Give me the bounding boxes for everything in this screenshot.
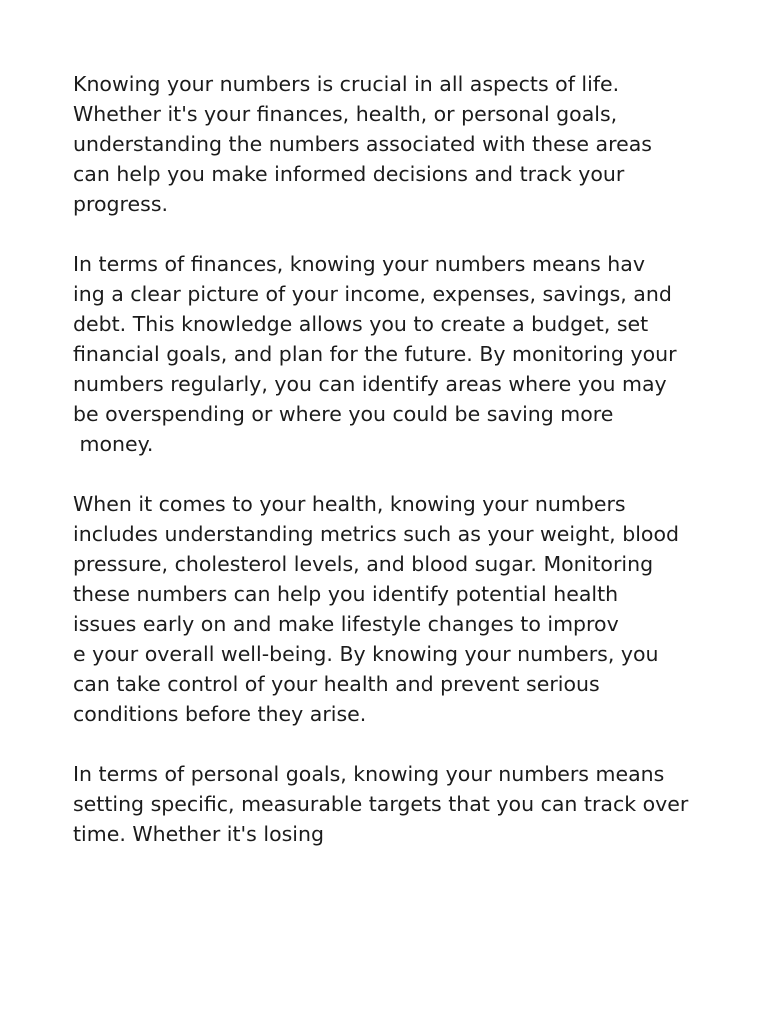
paragraph-health (73, 489, 713, 729)
text-line: In terms of personal goals, knowing your numbers means (73, 762, 665, 786)
paragraph-personal-goals (73, 759, 713, 849)
text-line: money. (73, 432, 154, 456)
text-line: be overspending or where you could be saving more (73, 402, 614, 426)
paragraph-intro (73, 69, 713, 219)
text-line: e your overall well-being. By knowing your numbers, you (73, 642, 659, 666)
text-line: setting specific, measurable targets that you can track over (73, 792, 689, 816)
paragraph-finances (73, 249, 713, 459)
text-line: Whether it's your finances, health, or personal goals, (73, 102, 618, 126)
body-text (73, 69, 713, 879)
text-line: When it comes to your health, knowing your numbers (73, 492, 626, 516)
text-line: pressure, cholesterol levels, and blood sugar. Monitoring (73, 552, 654, 576)
text-line: conditions before they arise. (73, 702, 367, 726)
text-line: financial goals, and plan for the future. By monitoring your (73, 342, 677, 366)
text-line: progress. (73, 192, 169, 216)
text-line: numbers regularly, you can identify areas where you may (73, 372, 667, 396)
text-line: understanding the numbers associated with these areas (73, 132, 652, 156)
text-line: ing a clear picture of your income, expenses, savings, and (73, 282, 672, 306)
text-line: these numbers can help you identify potential health (73, 582, 619, 606)
text-line: can take control of your health and prevent serious (73, 672, 600, 696)
text-line: In terms of finances, knowing your numbers means hav (73, 252, 645, 276)
text-line: includes understanding metrics such as your weight, blood (73, 522, 680, 546)
text-line: debt. This knowledge allows you to create a budget, set (73, 312, 649, 336)
text-line: issues early on and make lifestyle changes to improv (73, 612, 619, 636)
text-line: Knowing your numbers is crucial in all aspects of life. (73, 72, 620, 96)
text-line: time. Whether it's losing (73, 822, 324, 846)
text-line: can help you make informed decisions and track your (73, 162, 625, 186)
